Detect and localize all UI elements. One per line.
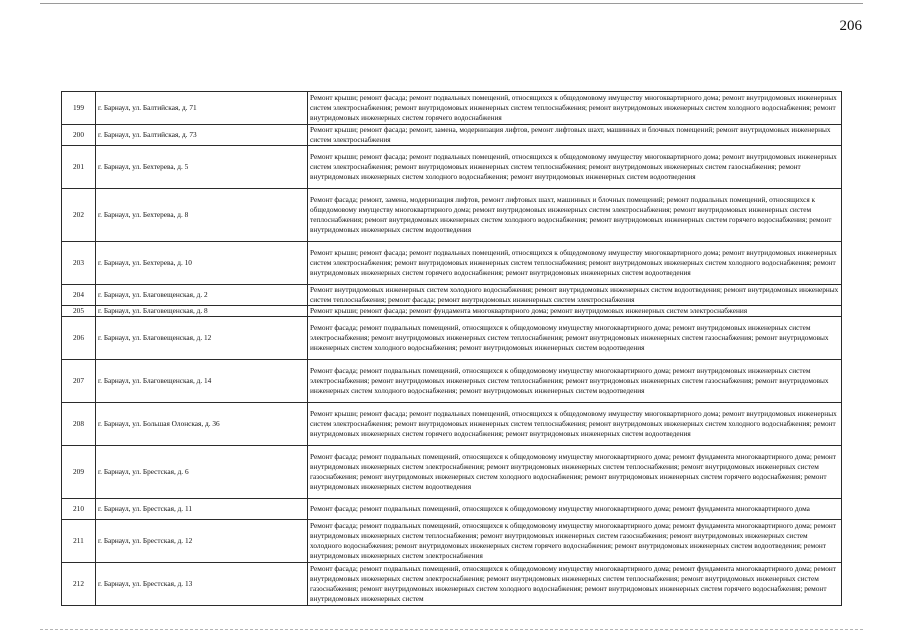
row-works: Ремонт фасада; ремонт подвальных помещений, относящихся к общедомовому имуществу многоквартирного дома; ремонт фундамента многоквартирного дома; ремонт внутридомовых инженерных систем электроснабжения; ремонт внутридомовых инженерных систем теплоснабжения; ремонт внутридомовых инженерных систем газоснабжения; ремонт внутридомовых инженерных систем холодного водоснабжения; ремонт внутридомовых инженерных систем горячего водоснабжения; ремонт внутридомовых инженерных систем: [308, 563, 842, 606]
row-address: г. Барнаул, ул. Большая Олонская, д. 36: [96, 403, 308, 446]
table-row: [62, 125, 842, 146]
row-number: 208: [62, 403, 96, 446]
row-number: 204: [62, 285, 96, 306]
row-address: г. Барнаул, ул. Благовещенская, д. 12: [96, 317, 308, 360]
table-row: [62, 563, 842, 606]
table-row: [62, 446, 842, 499]
row-works: Ремонт внутридомовых инженерных систем холодного водоснабжения; ремонт внутридомовых инженерных систем водоотведения; ремонт внутридомовых инженерных систем теплоснабжения; ремонт фасада; ремонт внутридомовых инженерных систем электроснабжения: [308, 285, 842, 306]
row-number: 207: [62, 360, 96, 403]
row-works: Ремонт крыши; ремонт фасада; ремонт подвальных помещений, относящихся к общедомовому имуществу многоквартирного дома; ремонт внутридомовых инженерных систем электроснабжения; ремонт внутридомовых инженерных систем теплоснабжения; ремонт внутридомовых инженерных систем холодного водоснабжения; ремонт внутридомовых инженерных систем горячего водоснабжения; ремонт внутридомовых инженерных систем водоотведения: [308, 403, 842, 446]
row-address: г. Барнаул, ул. Благовещенская, д. 2: [96, 285, 308, 306]
row-number: 200: [62, 125, 96, 146]
scan-top-edge: [40, 3, 863, 4]
row-number: 201: [62, 146, 96, 189]
row-address: г. Барнаул, ул. Балтийская, д. 73: [96, 125, 308, 146]
row-number: 206: [62, 317, 96, 360]
row-address: г. Барнаул, ул. Балтийская, д. 71: [96, 92, 308, 125]
row-works: Ремонт крыши; ремонт фасада; ремонт фундамента многоквартирного дома; ремонт внутридомовых инженерных систем электроснабжения: [308, 306, 842, 317]
row-works: Ремонт фасада; ремонт подвальных помещений, относящихся к общедомовому имуществу многоквартирного дома; ремонт фундамента многоквартирного дома; ремонт внутридомовых инженерных систем теплоснабжения; ремонт внутридомовых инженерных систем газоснабжения; ремонт внутридомовых инженерных систем холодного водоснабжения; ремонт внутридомовых инженерных систем горячего водоснабжения; ремонт внутридомовых инженерных систем водоотведения; ремонт внутридомовых инженерных систем электроснабжения: [308, 520, 842, 563]
row-address: г. Барнаул, ул. Брестская, д. 6: [96, 446, 308, 499]
row-address: г. Барнаул, ул. Благовещенская, д. 14: [96, 360, 308, 403]
table-row: [62, 403, 842, 446]
row-address: г. Барнаул, ул. Бехтерева, д. 8: [96, 189, 308, 242]
table-row: [62, 92, 842, 125]
table-row: [62, 306, 842, 317]
row-works: Ремонт крыши; ремонт фасада; ремонт подвальных помещений, относящихся к общедомовому имуществу многоквартирного дома; ремонт внутридомовых инженерных систем электроснабжения; ремонт внутридомовых инженерных систем теплоснабжения; ремонт внутридомовых инженерных систем холодного водоснабжения; ремонт внутридомовых инженерных систем горячего водоснабжения: [308, 92, 842, 125]
row-address: г. Барнаул, ул. Брестская, д. 12: [96, 520, 308, 563]
repair-works-table: [61, 91, 842, 606]
row-number: 203: [62, 242, 96, 285]
row-works: Ремонт крыши; ремонт фасада; ремонт подвальных помещений, относящихся к общедомовому имуществу многоквартирного дома; ремонт внутридомовых инженерных систем электроснабжения; ремонт внутридомовых инженерных систем теплоснабжения; ремонт внутридомовых инженерных систем газоснабжения; ремонт внутридомовых инженерных систем холодного водоснабжения; ремонт внутридомовых инженерных систем водоотведения: [308, 146, 842, 189]
scan-bottom-edge: [40, 629, 863, 630]
row-number: 205: [62, 306, 96, 317]
table-row: [62, 242, 842, 285]
row-address: г. Барнаул, ул. Благовещенская, д. 8: [96, 306, 308, 317]
row-address: г. Барнаул, ул. Брестская, д. 13: [96, 563, 308, 606]
page-number: 206: [839, 18, 862, 34]
row-works: Ремонт фасада; ремонт, замена, модернизация лифтов, ремонт лифтовых шахт, машинных и блочных помещений; ремонт подвальных помещений, относящихся к общедомовому имуществу многоквартирного дома; ремонт внутридомовых инженерных систем электроснабжения; ремонт внутридомовых инженерных систем теплоснабжения; ремонт внутридомовых инженерных систем холодного водоснабжения; ремонт внутридомовых инженерных систем горячего водоснабжения; ремонт внутридомовых инженерных систем водоотведения: [308, 189, 842, 242]
table-row: [62, 499, 842, 520]
table-row: [62, 360, 842, 403]
row-number: 202: [62, 189, 96, 242]
table-row: [62, 317, 842, 360]
row-number: 199: [62, 92, 96, 125]
row-address: г. Барнаул, ул. Бехтерева, д. 5: [96, 146, 308, 189]
row-works: Ремонт фасада; ремонт подвальных помещений, относящихся к общедомовому имуществу многоквартирного дома; ремонт фундамента многоквартирного дома: [308, 499, 842, 520]
row-address: г. Барнаул, ул. Бехтерева, д. 10: [96, 242, 308, 285]
table-row: [62, 146, 842, 189]
table-row: [62, 285, 842, 306]
row-number: 212: [62, 563, 96, 606]
table-row: [62, 189, 842, 242]
row-address: г. Барнаул, ул. Брестская, д. 11: [96, 499, 308, 520]
row-works: Ремонт фасада; ремонт подвальных помещений, относящихся к общедомовому имуществу многоквартирного дома; ремонт внутридомовых инженерных систем электроснабжения; ремонт внутридомовых инженерных систем теплоснабжения; ремонт внутридомовых инженерных систем газоснабжения; ремонт внутридомовых инженерных систем холодного водоснабжения; ремонт внутридомовых инженерных систем водоотведения: [308, 317, 842, 360]
row-number: 209: [62, 446, 96, 499]
row-works: Ремонт фасада; ремонт подвальных помещений, относящихся к общедомовому имуществу многоквартирного дома; ремонт внутридомовых инженерных систем электроснабжения; ремонт внутридомовых инженерных систем теплоснабжения; ремонт внутридомовых инженерных систем газоснабжения; ремонт внутридомовых инженерных систем холодного водоснабжения; ремонт внутридомовых инженерных систем водоотведения: [308, 360, 842, 403]
table-row: [62, 520, 842, 563]
row-works: Ремонт крыши; ремонт фасада; ремонт, замена, модернизация лифтов, ремонт лифтовых шахт, машинных и блочных помещений; ремонт внутридомовых инженерных систем электроснабжения: [308, 125, 842, 146]
row-number: 211: [62, 520, 96, 563]
row-number: 210: [62, 499, 96, 520]
row-works: Ремонт крыши; ремонт фасада; ремонт подвальных помещений, относящихся к общедомовому имуществу многоквартирного дома; ремонт внутридомовых инженерных систем электроснабжения; ремонт внутридомовых инженерных систем теплоснабжения; ремонт внутридомовых инженерных систем холодного водоснабжения; ремонт внутридомовых инженерных систем горячего водоснабжения; ремонт внутридомовых инженерных систем водоотведения: [308, 242, 842, 285]
row-works: Ремонт фасада; ремонт подвальных помещений, относящихся к общедомовому имуществу многоквартирного дома; ремонт фундамента многоквартирного дома; ремонт внутридомовых инженерных систем электроснабжения; ремонт внутридомовых инженерных систем теплоснабжения; ремонт внутридомовых инженерных систем газоснабжения; ремонт внутридомовых инженерных систем холодного водоснабжения; ремонт внутридомовых инженерных систем горячего водоснабжения; ремонт внутридомовых инженерных систем водоотведения: [308, 446, 842, 499]
